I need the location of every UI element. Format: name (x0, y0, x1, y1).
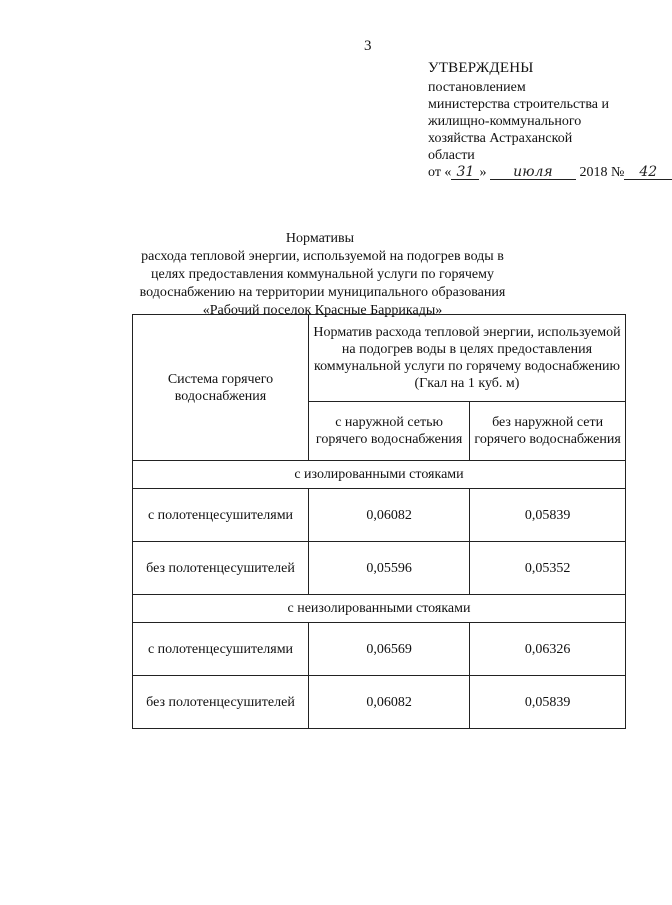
approval-line: министерства строительства и (428, 97, 610, 112)
date-month: июля (490, 165, 576, 180)
table-header-row (133, 315, 626, 402)
table-row (133, 542, 626, 595)
date-mid: » (479, 165, 487, 180)
approval-line: хозяйства Астраханской (428, 131, 573, 146)
cell-without: 0,05839 (470, 489, 626, 542)
group-label: с неизолированными стояками (133, 595, 626, 623)
table-row (133, 676, 626, 729)
document-title: Нормативы (285, 231, 355, 246)
cell-with: 0,06082 (309, 489, 470, 542)
header-norm: Норматив расхода тепловой энергии, используемой на подогрев воды в целях предоставления коммунальной услуги по горячему водоснабжению (Гкал на 1 куб. м) (309, 315, 626, 402)
cell-with: 0,05596 (309, 542, 470, 595)
group-row (133, 461, 626, 489)
group-row (133, 595, 626, 623)
date-day: 31 (451, 165, 479, 180)
header-system: Система горячего водоснабжения (133, 315, 309, 461)
date-year: 2018 № (579, 165, 625, 180)
document-number: 42 (624, 165, 672, 180)
group-label: с изолированными стояками (133, 461, 626, 489)
header-with-network: с наружной сетью горячего водоснабжения (309, 402, 470, 461)
cell-system: с полотенцесушителями (133, 489, 309, 542)
approval-stamp (428, 60, 658, 181)
cell-system: без полотенцесушителей (133, 542, 309, 595)
cell-system: с полотенцесушителями (133, 623, 309, 676)
table-row (133, 489, 626, 542)
cell-without: 0,06326 (470, 623, 626, 676)
approval-date (428, 164, 658, 181)
approval-heading: УТВЕРЖДЕНЫ (428, 60, 534, 76)
document-subtitle: расхода тепловой энергии, используемой на подогрев воды в целях предоставления коммунальной услуги по горячему водоснабжению на территории муниципального образования «Рабочий поселок Красные Баррикады» (139, 249, 506, 318)
date-prefix: от « (428, 165, 452, 180)
page-number: 3 (364, 38, 372, 54)
cell-system: без полотенцесушителей (133, 676, 309, 729)
table-row (133, 623, 626, 676)
cell-with: 0,06082 (309, 676, 470, 729)
cell-without: 0,05839 (470, 676, 626, 729)
approval-line: жилищно-коммунального (428, 114, 582, 129)
cell-with: 0,06569 (309, 623, 470, 676)
approval-line: области (428, 148, 475, 163)
header-without-network: без наружной сети горячего водоснабжения (470, 402, 626, 461)
norms-table (132, 314, 626, 729)
cell-without: 0,05352 (470, 542, 626, 595)
approval-line: постановлением (428, 80, 526, 95)
